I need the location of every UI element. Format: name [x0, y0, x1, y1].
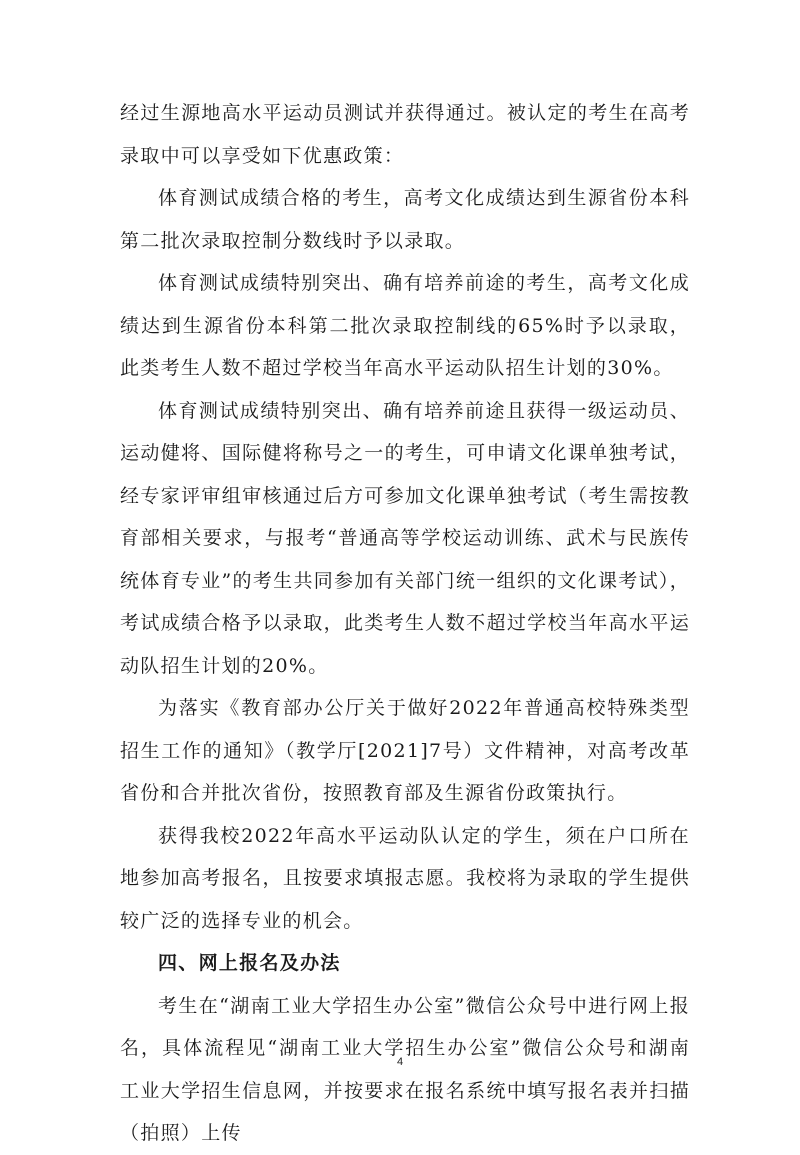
- section-heading-online-registration: 四、网上报名及办法: [158, 952, 341, 974]
- paragraph-reform-provinces: 为落实《教育部办公厅关于做好2022年普通高校特殊类型招生工作的通知》（教学厅[2021]7号）文件精神，对高考改革省份和合并批次省份，按照教育部及生源省份政策执行。: [120, 697, 690, 804]
- paragraph-policy-intro: 经过生源地高水平运动员测试并获得通过。被认定的考生在高考录取中可以享受如下优惠政策：: [120, 102, 690, 167]
- paragraph-outstanding-athlete-title: 体育测试成绩特别突出、确有培养前途且获得一级运动员、运动健将、国际健将称号之一的考生，可申请文化课单独考试，经专家评审组审核通过后方可参加文化课单独考试（考生需按教育部相关要求，与报考“普通高等学校运动训练、武术与民族传统体育专业”的考生共同参加有关部门统一组织的文化课考试），考试成绩合格予以录取，此类考生人数不超过学校当年高水平运动队招生计划的20%。: [120, 399, 690, 677]
- paragraph-qualified-test: 体育测试成绩合格的考生，高考文化成绩达到生源省份本科第二批次录取控制分数线时予以录取。: [120, 187, 690, 252]
- paragraph-registration-location: 获得我校2022年高水平运动队认定的学生，须在户口所在地参加高考报名，且按要求填报志愿。我校将为录取的学生提供较广泛的选择专业的机会。: [120, 824, 690, 932]
- document-body: [120, 92, 690, 1155]
- page-number: 4: [396, 1056, 404, 1068]
- paragraph-online-registration: 考生在“湖南工业大学招生办公室”微信公众号中进行网上报名，具体流程见“湖南工业大学招生办公室”微信公众号和湖南工业大学招生信息网，并按要求在报名系统中填写报名表并扫描（拍照）上传: [120, 994, 690, 1144]
- paragraph-outstanding-65: 体育测试成绩特别突出、确有培养前途的考生，高考文化成绩达到生源省份本科第二批次录取控制线的65%时予以录取，此类考生人数不超过学校当年高水平运动队招生计划的30%。: [120, 272, 690, 379]
